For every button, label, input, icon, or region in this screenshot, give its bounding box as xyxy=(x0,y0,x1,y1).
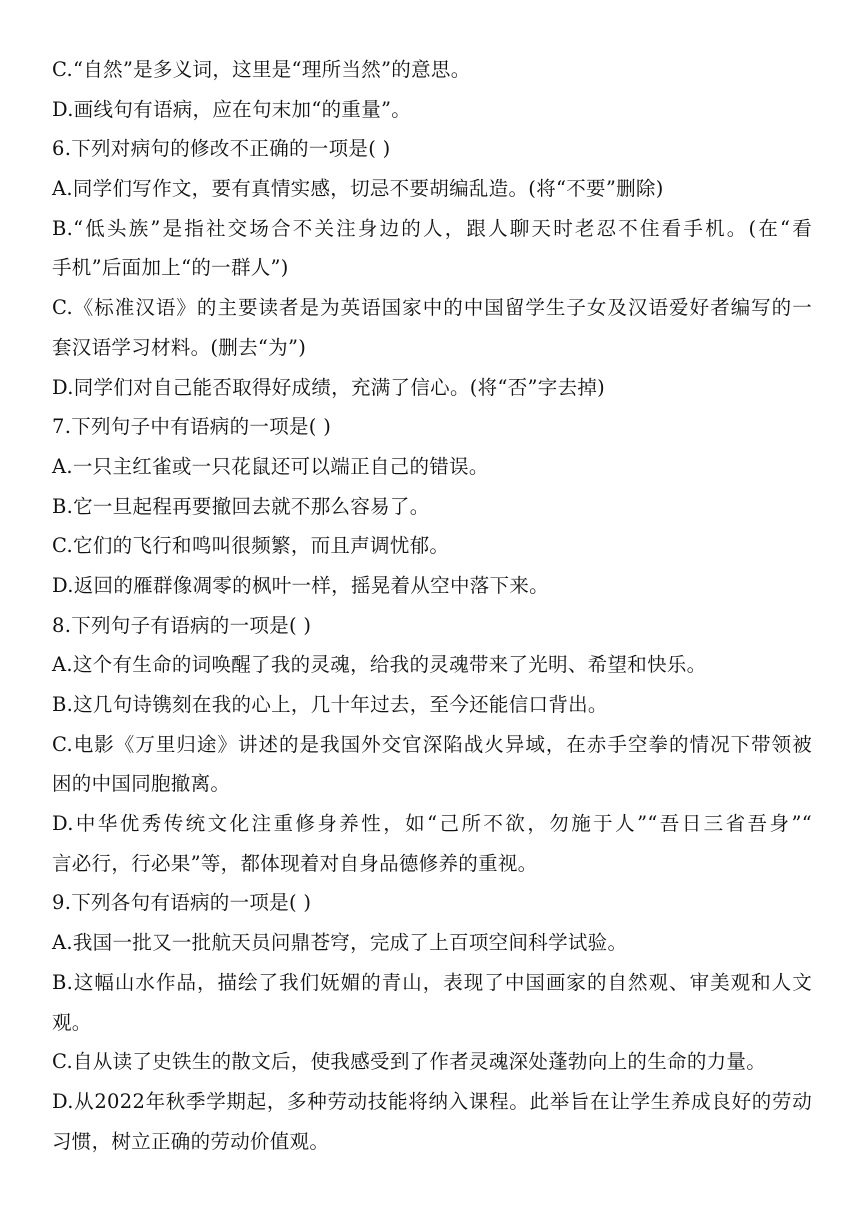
question-6-option-c: C.《标准汉语》的主要读者是为英语国家中的中国留学生子女及汉语爱好者编写的一 xyxy=(52,296,812,320)
question-6-stem: 6.下列对病句的修改不正确的一项是( ) xyxy=(52,137,391,161)
question-8-option-b: B.这几句诗镌刻在我的心上，几十年过去，至今还能信口背出。 xyxy=(52,693,608,716)
question-8-option-d-cont: 言必行，行必果”等，都体现着对自身品德修养的重视。 xyxy=(52,851,538,875)
question-6-option-a: A.同学们写作文，要有真情实感，切忌不要胡编乱造。(将“不要”删除) xyxy=(52,177,664,201)
option-d-line: D.画线句有语病，应在句末加“的重量”。 xyxy=(52,97,412,121)
question-9-stem: 9.下列各句有语病的一项是( ) xyxy=(52,891,312,915)
question-8-option-c: C.电影《万里归途》讲述的是我国外交官深陷战火异域，在赤手空拳的情况下带领被 xyxy=(52,732,812,756)
question-6-option-d: D.同学们对自己能否取得好成绩，充满了信心。(将“否”字去掉) xyxy=(52,375,606,399)
question-9-option-a: A.我国一批又一批航天员问鼎苍穹，完成了上百项空间科学试验。 xyxy=(52,931,628,955)
question-7-option-b: B.它一旦起程再要撤回去就不那么容易了。 xyxy=(52,494,430,518)
question-9-option-c: C.自从读了史铁生的散文后，使我感受到了作者灵魂深处蓬勃向上的生命的力量。 xyxy=(52,1050,767,1074)
question-8-option-c-cont: 困的中国同胞撤离。 xyxy=(52,772,231,796)
question-6-option-b-cont: 手机”后面加上“的一群人”) xyxy=(52,256,289,280)
question-6-option-b: B.“低头族”是指社交场合不关注身边的人，跟人聊天时老忍不住看手机。(在“看 xyxy=(52,216,812,240)
question-8-option-d: D.中华优秀传统文化注重修身养性，如“己所不欲，勿施于人”“吾日三省吾身”“ xyxy=(52,812,812,836)
document-page xyxy=(52,50,812,1161)
question-7-option-d: D.返回的雁群像凋零的枫叶一样，摇晃着从空中落下来。 xyxy=(52,573,549,597)
question-6-option-c-cont: 套汉语学习材料。(删去“为”) xyxy=(52,335,307,359)
question-7-option-a: A.一只主红雀或一只花鼠还可以端正自己的错误。 xyxy=(52,454,489,478)
question-7-option-c: C.它们的飞行和鸣叫很频繁，而且声调忧郁。 xyxy=(52,534,450,558)
question-8-stem: 8.下列句子有语病的一项是( ) xyxy=(52,613,312,637)
question-9-option-d-cont: 习惯，树立正确的劳动价值观。 xyxy=(52,1129,330,1153)
option-c-line: C.“自然”是多义词，这里是“理所当然”的意思。 xyxy=(52,58,471,81)
question-7-stem: 7.下列句子中有语病的一项是( ) xyxy=(52,415,332,439)
question-9-option-b-cont: 观。 xyxy=(52,1010,92,1034)
question-9-option-d: D.从2022年秋季学期起，多种劳动技能将纳入课程。此举旨在让学生养成良好的劳动 xyxy=(52,1089,812,1113)
question-8-option-a: A.这个有生命的词唤醒了我的灵魂，给我的灵魂带来了光明、希望和快乐。 xyxy=(52,653,707,677)
question-9-option-b: B.这幅山水作品，描绘了我们妩媚的青山，表现了中国画家的自然观、审美观和人文 xyxy=(52,970,812,994)
